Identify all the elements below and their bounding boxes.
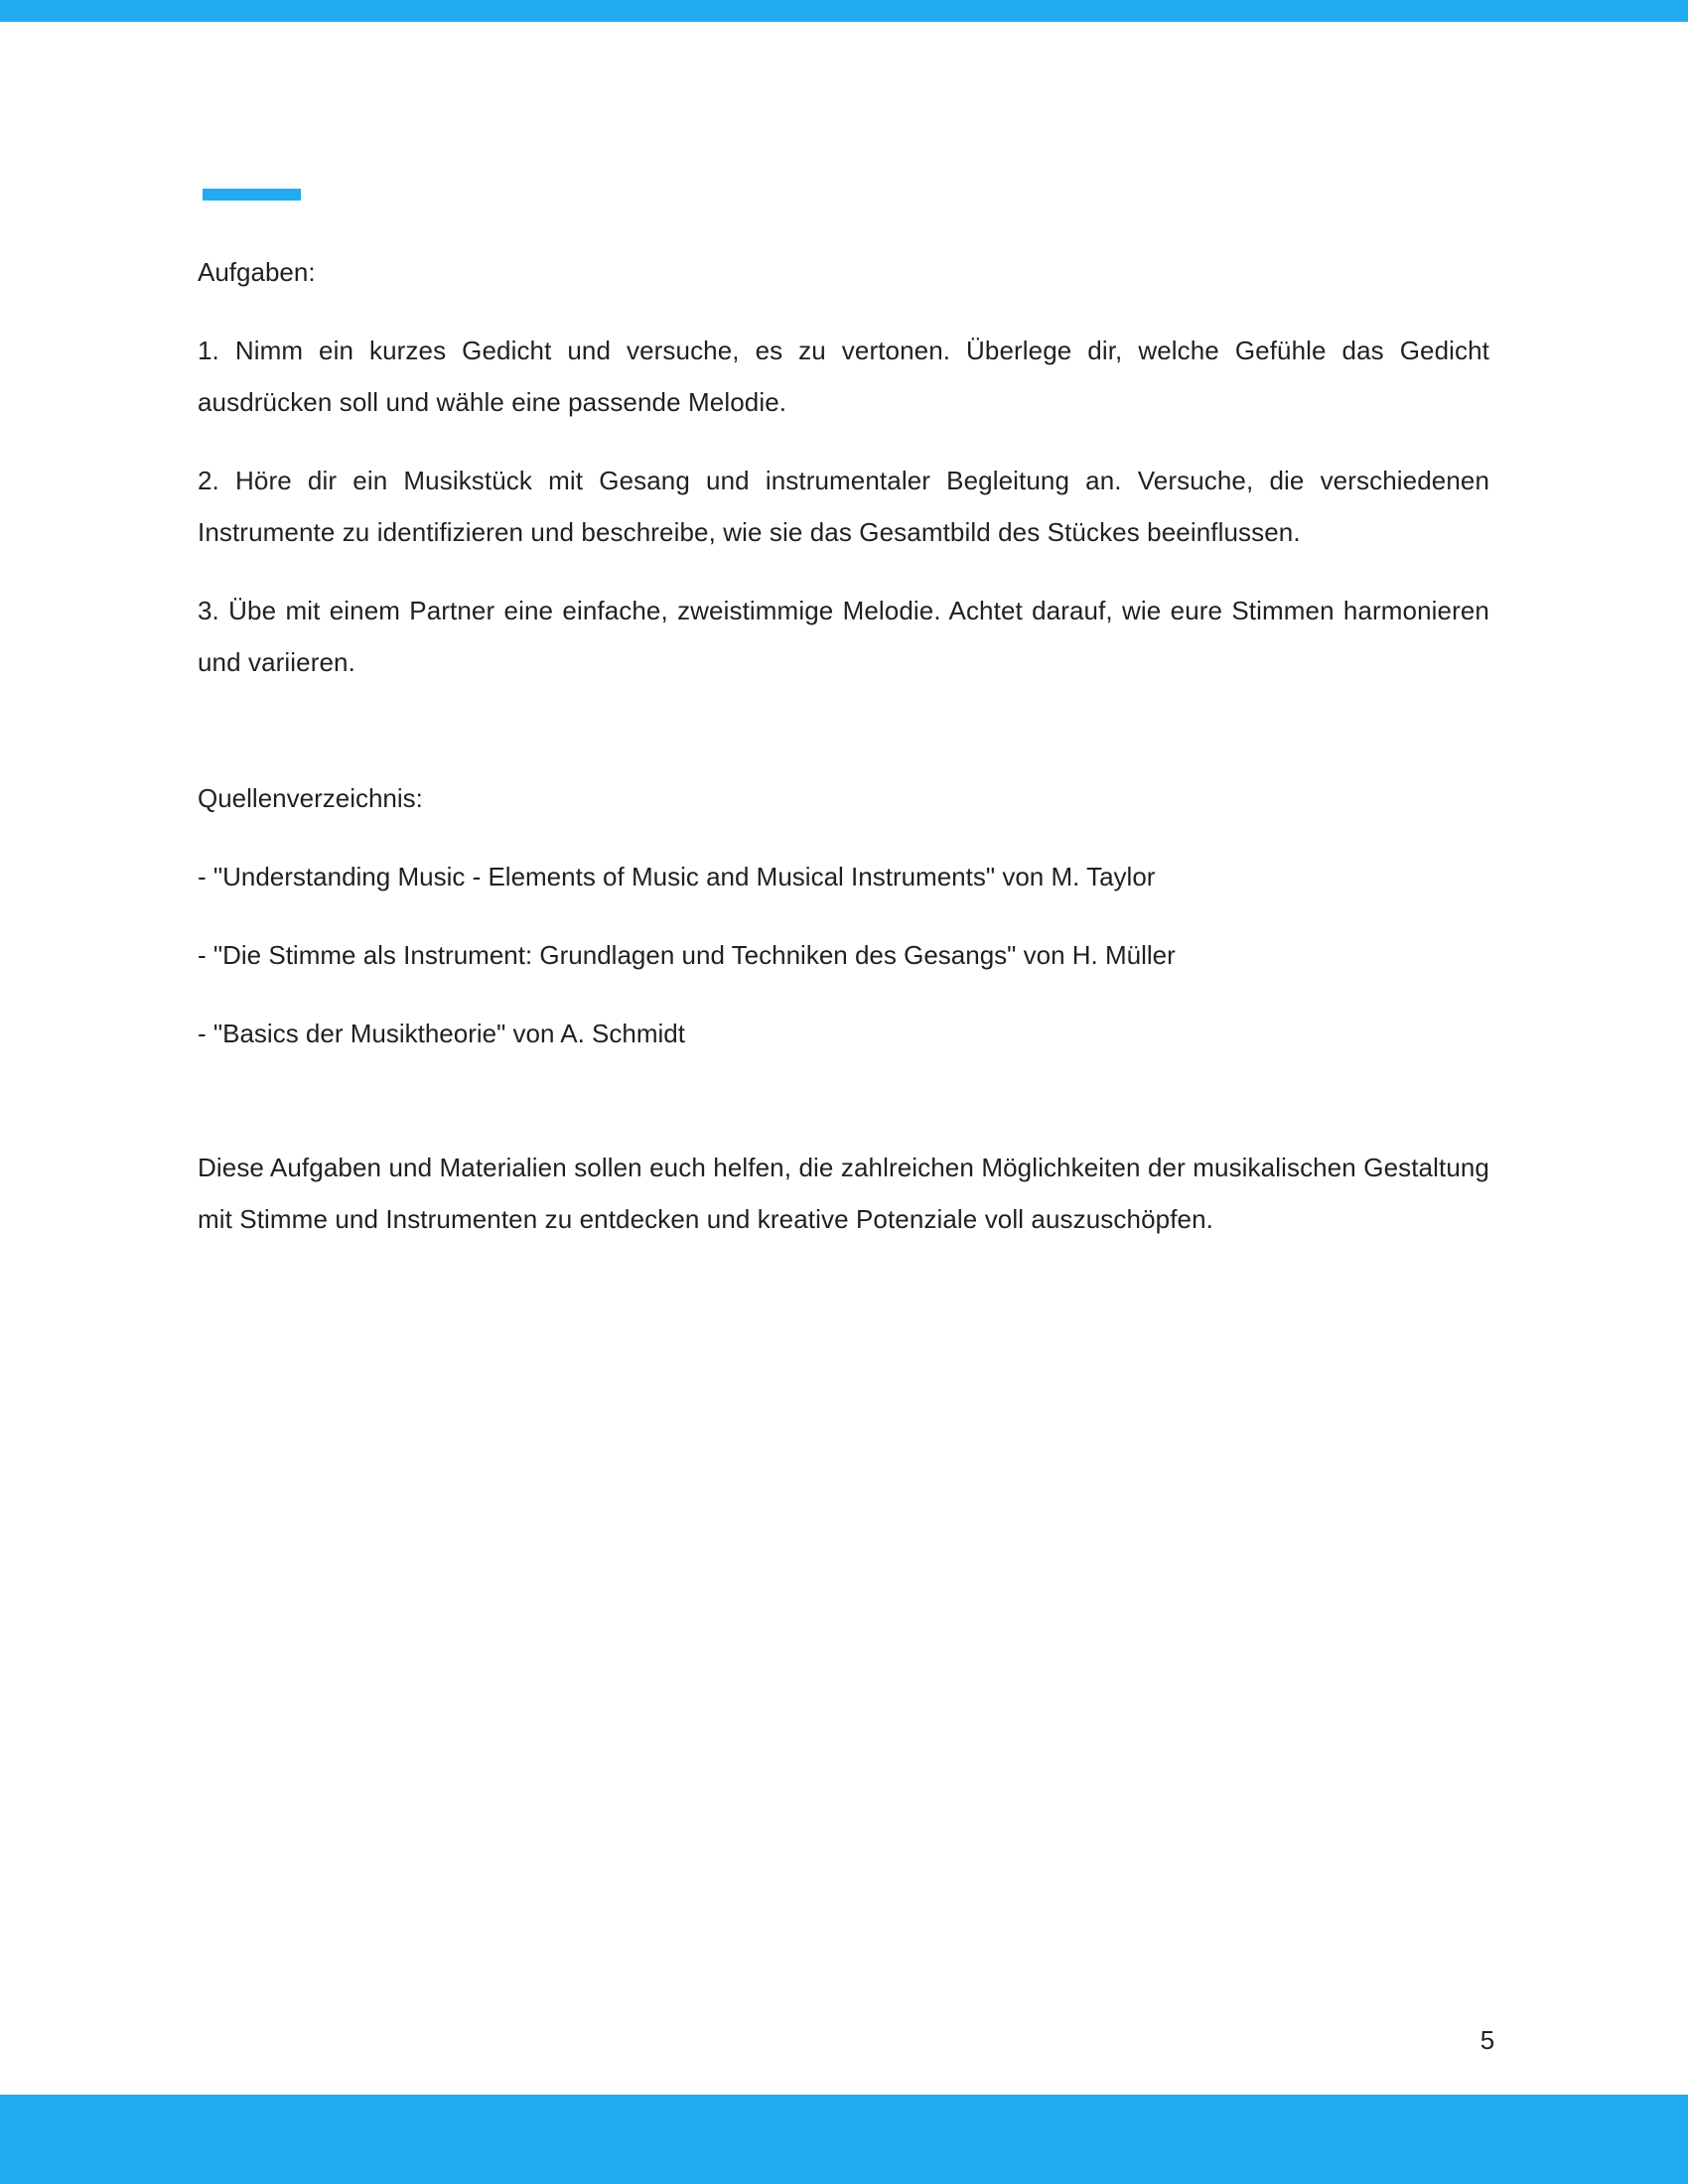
- tasks-heading: Aufgaben:: [198, 257, 316, 287]
- document-content: [198, 246, 1489, 1272]
- page-number: 5: [1479, 2025, 1495, 2055]
- closing-paragraph: Diese Aufgaben und Materialien sollen euch helfen, die zahlreichen Möglichkeiten der musikalischen Gestaltung mit Stimme und Instrumenten zu entdecken und kreative Potenziale voll auszuschöpfen.: [198, 1153, 1489, 1234]
- task-item-3: 3. Übe mit einem Partner eine einfache, zweistimmige Melodie. Achtet darauf, wie eure Stimmen harmonieren und variieren.: [198, 596, 1489, 677]
- top-accent-bar: [0, 0, 1688, 22]
- bibliography-entry-1: - "Understanding Music - Elements of Music and Musical Instruments" von M. Taylor: [198, 862, 1156, 891]
- bottom-accent-bar: [0, 2095, 1688, 2184]
- section-spacer-tasks-bibliography: [198, 715, 1489, 772]
- task-item-2: 2. Höre dir ein Musikstück mit Gesang und instrumentaler Begleitung an. Versuche, die verschiedenen Instrumente zu identifizieren und beschreibe, wie sie das Gesamtbild des Stückes beeinflussen.: [198, 466, 1489, 547]
- task-item-1: 1. Nimm ein kurzes Gedicht und versuche, es zu vertonen. Überlege dir, welche Gefühle das Gedicht ausdrücken soll und wähle eine passende Melodie.: [198, 336, 1489, 417]
- section-spacer-bibliography-closing: [198, 1086, 1489, 1142]
- bibliography-entry-3: - "Basics der Musiktheorie" von A. Schmidt: [198, 1019, 685, 1048]
- bibliography-entry-2: - "Die Stimme als Instrument: Grundlagen und Techniken des Gesangs" von H. Müller: [198, 940, 1176, 970]
- section-accent-dash: [203, 189, 301, 201]
- bibliography-heading: Quellenverzeichnis:: [198, 783, 423, 813]
